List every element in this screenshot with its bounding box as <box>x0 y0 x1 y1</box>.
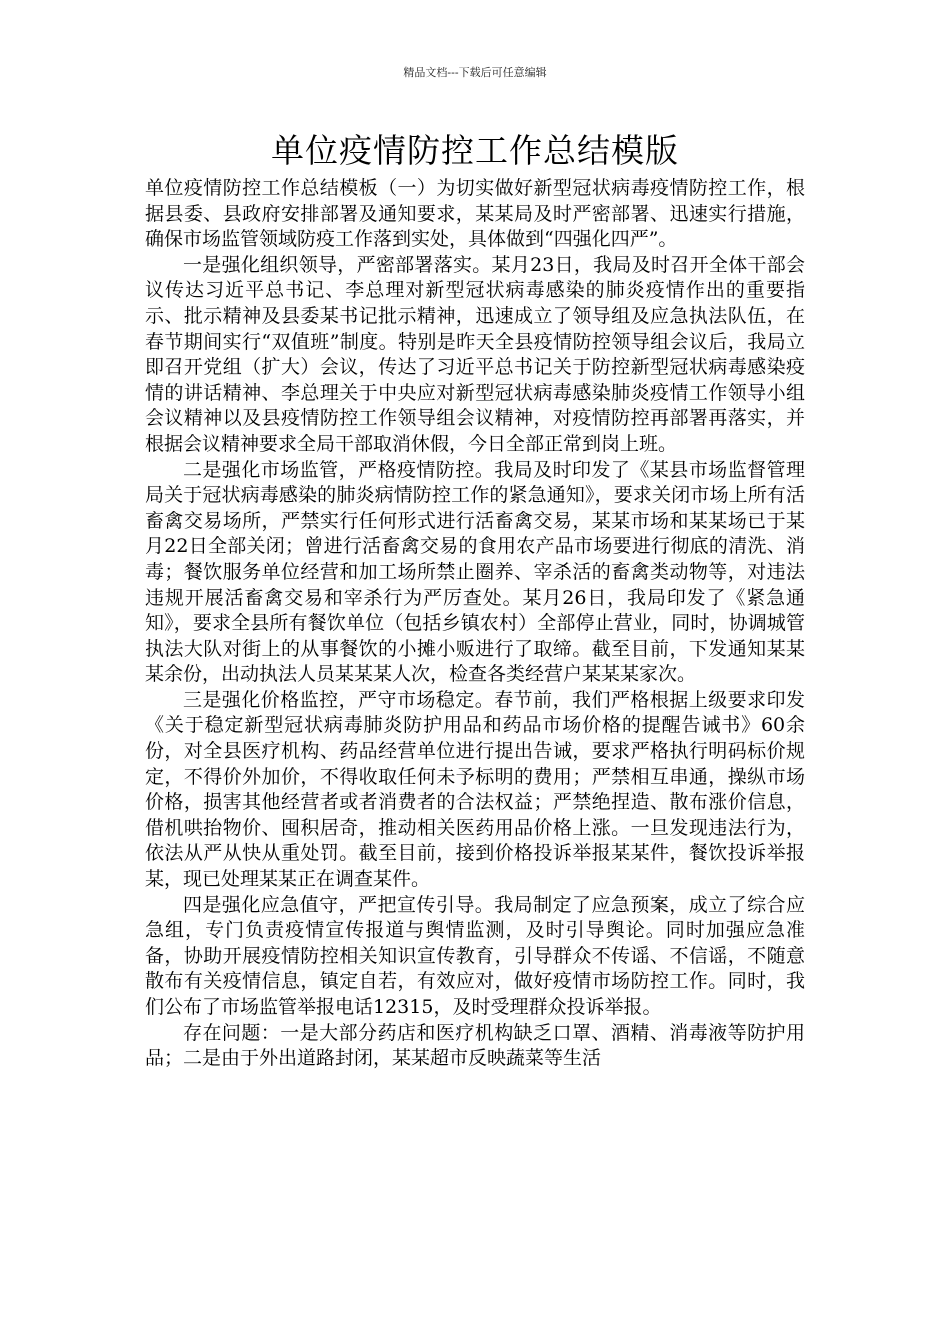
paragraph-problems: 存在问题：一是大部分药店和医疗机构缺乏口罩、酒精、消毒液等防护用品；二是由于外出道路封闭，某某超市反映蔬菜等生活 <box>145 1021 805 1070</box>
paragraph-emergency-duty: 四是强化应急值守，严把宣传引导。我局制定了应急预案，成立了综合应急组，专门负责疫情宣传报道与舆情监测，及时引导舆论。同时加强应急准备，协助开展疫情防控相关知识宣传教育，引导群众不传谣、不信谣，不随意散布有关疫情信息，镇定自若，有效应对，做好疫情市场防控工作。同时，我们公布了市场监管举报电话12315，及时受理群众投诉举报。 <box>145 893 805 1018</box>
document-body <box>145 176 805 1072</box>
paragraph-organization: 一是强化组织领导，严密部署落实。某月23日，我局及时召开全体干部会议传达习近平总书记、李总理对新型冠状病毒感染的肺炎疫情作出的重要指示、批示精神及县委某书记批示精神，迅速成立了领导组及应急执法队伍，在春节期间实行“双值班”制度。特别是昨天全县疫情防控领导组会议后，我局立即召开党组（扩大）会议，传达了习近平总书记关于防控新型冠状病毒感染疫情的讲话精神、李总理关于中央应对新型冠状病毒感染肺炎疫情工作领导小组会议精神以及县疫情防控工作领导组会议精神，对疫情防控再部署再落实，并根据会议精神要求全局干部取消休假，今日全部正常到岗上班。 <box>145 253 805 455</box>
paragraph-market-supervision: 二是强化市场监管，严格疫情防控。我局及时印发了《某县市场监督管理局关于冠状病毒感染的肺炎病情防控工作的紧急通知》，要求关闭市场上所有活畜禽交易场所，严禁实行任何形式进行活畜禽交易，某某市场和某某场已于某月22日全部关闭；曾进行活畜禽交易的食用农产品市场要进行彻底的清洗、消毒；餐饮服务单位经营和加工场所禁止圈养、宰杀活的畜禽类动物等，对违法违规开展活畜禽交易和宰杀行为严厉查处。某月26日，我局印发了《紧急通知》，要求全县所有餐饮单位（包括乡镇农村）全部停止营业，同时，协调城管执法大队对街上的从事餐饮的小摊小贩进行了取缔。截至目前，下发通知某某某余份，出动执法人员某某某人次，检查各类经营户某某某家次。 <box>145 458 805 686</box>
paragraph-intro: 单位疫情防控工作总结模板（一）为切实做好新型冠状病毒疫情防控工作，根据县委、县政府安排部署及通知要求，某某局及时严密部署、迅速实行措施，确保市场监管领域防疫工作落到实处，具体做到“四强化四严”。 <box>145 177 805 251</box>
header-note: 精品文档---下载后可任意编辑 <box>403 66 547 79</box>
document-title: 单位疫情防控工作总结模版 <box>271 131 679 170</box>
paragraph-price-control: 三是强化价格监控，严守市场稳定。春节前，我们严格根据上级要求印发《关于稳定新型冠状病毒肺炎防护用品和药品市场价格的提醒告诫书》60余份，对全县医疗机构、药品经营单位进行提出告诫，要求严格执行明码标价规定，不得价外加价，不得收取任何未予标明的费用；严禁相互串通，操纵市场价格，损害其他经营者或者消费者的合法权益；严禁绝捏造、散布涨价信息，借机哄抬物价、囤积居奇，推动相关医药用品价格上涨。一旦发现违法行为，依法从严从快从重处罚。截至目前，接到价格投诉举报某某件，餐饮投诉举报某，现已处理某某正在调查某件。 <box>145 688 805 891</box>
